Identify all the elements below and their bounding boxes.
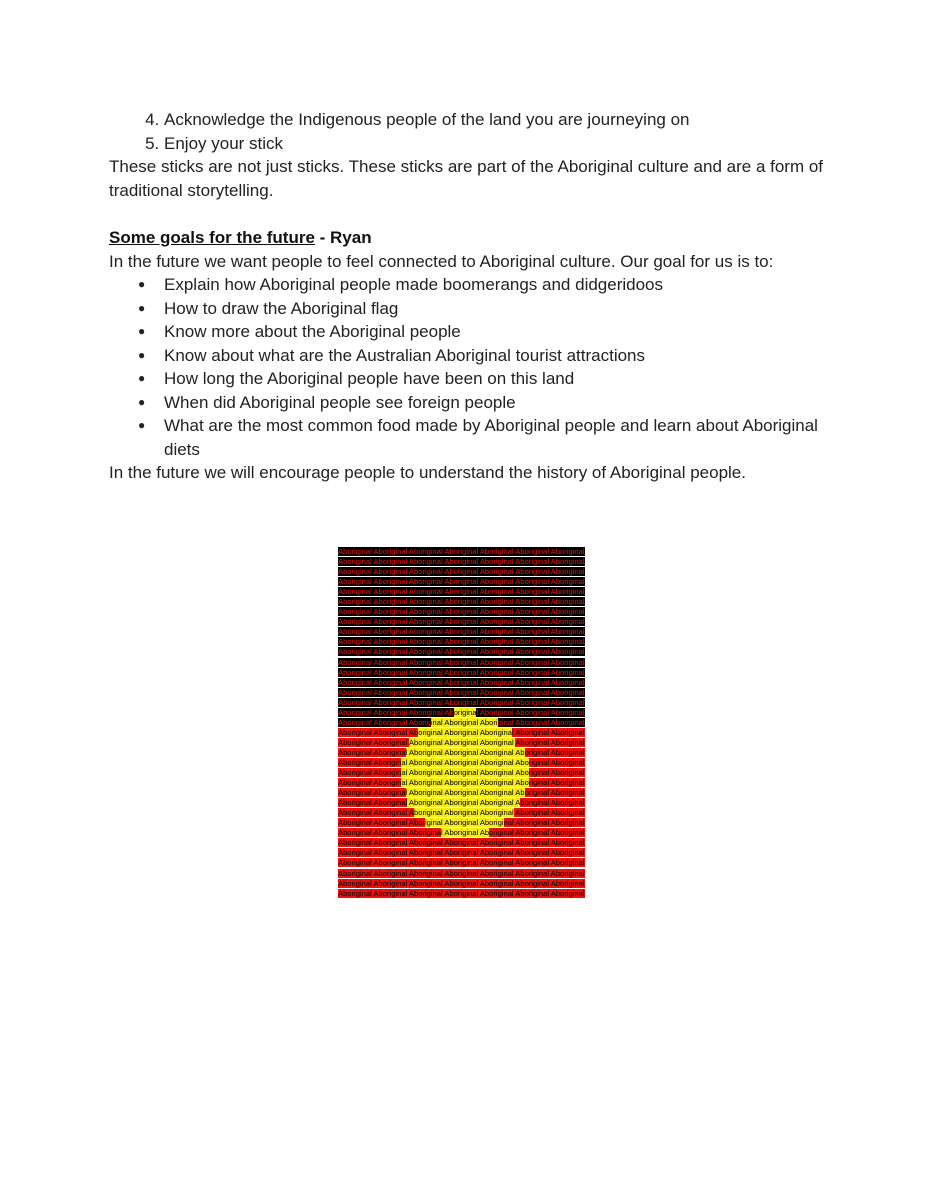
- flag-row: [338, 728, 588, 738]
- flag-segment: l Aboriginal Aboriginal: [511, 727, 585, 737]
- flag-row: [338, 557, 588, 567]
- flag-segment: Aboriginal Aboriginal Aboriginal Aboriginal Aboriginal Aboriginal Aboriginal: [338, 577, 585, 587]
- goal-item: ● Know about what are the Australian Aboriginal tourist attractions: [164, 344, 829, 368]
- flag-row: [338, 879, 588, 889]
- flag-segment: Aboriginal Aboriginal: [513, 808, 585, 818]
- flag-row: [338, 647, 588, 657]
- goal-item: ● Explain how Aboriginal people made boomerangs and didgeridoos: [164, 273, 829, 297]
- flag-segment: Aboriginal Aboriginal Aborigina: [338, 828, 442, 838]
- flag-segment: iginal Aboriginal Aborigi: [424, 818, 504, 828]
- flag-segment: origina: [453, 707, 477, 717]
- flag-row: [338, 587, 588, 597]
- goal-item: ● What are the most common food made by Aboriginal people and learn about Aboriginal diets: [164, 414, 829, 461]
- flag-segment: al Aboriginal Aboriginal Aboriginal Abo: [401, 778, 529, 788]
- flag-segment: Aboriginal Aboriginal Aboriginal Aboriginal Aboriginal Aboriginal Aboriginal: [338, 697, 585, 707]
- flag-segment: Aboriginal Aboriginal Aboriginal Aboriginal Aboriginal Aboriginal Aboriginal: [338, 848, 585, 858]
- flag-segment: Aboriginal Aboriginal Aboriginal A: [407, 798, 521, 808]
- flag-segment: original Aboriginal: [524, 788, 585, 798]
- flag-segment: Aboriginal Aboriginal Aboriginal Aboriginal Aboriginal Aboriginal Aboriginal: [338, 587, 585, 597]
- flag-row: [338, 718, 588, 728]
- flag-row: [338, 758, 588, 768]
- flag-segment: Aboriginal Aboriginal Aboriginal: [408, 737, 516, 747]
- flag-segment: riginal Aboriginal: [528, 778, 585, 788]
- flag-segment: l Aboriginal Aboriginal Aboriginal Ab: [405, 747, 525, 757]
- flag-row: [338, 848, 588, 858]
- flag-segment: Aboriginal Aboriginal Ab: [338, 727, 419, 737]
- flag-row: [338, 838, 588, 848]
- flag-segment: Aboriginal Aboriginal Aboriginal Aboriginal Aboriginal Aboriginal Aboriginal: [338, 637, 585, 647]
- flag-segment: l Aboriginal Ab: [441, 828, 490, 838]
- steps-list: [109, 108, 829, 155]
- flag-row: [338, 788, 588, 798]
- section-author: Ryan: [330, 228, 372, 247]
- flag-segment: Aboriginal Aboriginal Aboriginal Aboriginal Aboriginal Aboriginal Aboriginal: [338, 878, 585, 888]
- flag-segment: Aboriginal Aboriginal Aboriginal Aboriginal Aboriginal Aboriginal Aboriginal: [338, 858, 585, 868]
- flag-segment: original Aboriginal: [524, 747, 585, 757]
- goals-list: [109, 273, 829, 461]
- flag-segment: Aboriginal Aboriginal Aboriginal Aboriginal Aboriginal Aboriginal Aboriginal: [338, 617, 585, 627]
- flag-row: [338, 577, 588, 587]
- flag-row: [338, 637, 588, 647]
- flag-row: [338, 617, 588, 627]
- document-body: [109, 108, 829, 485]
- flag-segment: Aboriginal Aboriginal Aboriginal Aboriginal Aboriginal Aboriginal Aboriginal: [338, 838, 585, 848]
- section-title: Some goals for the future: [109, 228, 315, 247]
- flag-row: [338, 547, 588, 557]
- flag-segment: ginal Aboriginal Aboriginal: [497, 717, 585, 727]
- flag-segment: boriginal Aboriginal Aboriginal: [414, 808, 514, 818]
- goal-item: ● How to draw the Aboriginal flag: [164, 297, 829, 321]
- flag-segment: Aboriginal Aboriginal Aborig: [338, 717, 431, 727]
- flag-segment: riginal Aboriginal: [528, 768, 585, 778]
- flag-segment: l Aboriginal Aboriginal Aboriginal: [476, 707, 585, 717]
- flag-segment: Aboriginal Aboriginal: [338, 737, 409, 747]
- flag-row: [338, 708, 588, 718]
- flag-row: [338, 869, 588, 879]
- flag-segment: boriginal Aboriginal: [520, 798, 585, 808]
- flag-row: [338, 889, 588, 899]
- flag-row: [338, 607, 588, 617]
- flag-row: [338, 597, 588, 607]
- flag-segment: Aboriginal Aboriginal Aboriginal Aboriginal Aboriginal Aboriginal Aboriginal: [338, 868, 585, 878]
- flag-segment: Aboriginal Aboriginal Aboriginal Aboriginal Aboriginal Aboriginal Aboriginal: [338, 657, 585, 667]
- goal-item: ● How long the Aboriginal people have been on this land: [164, 367, 829, 391]
- flag-row: [338, 738, 588, 748]
- step-item: 4. Acknowledge the Indigenous people of the land you are journeying on: [164, 108, 829, 132]
- intro-paragraph: These sticks are not just sticks. These sticks are part of the Aboriginal culture and are a form of traditional storytelling.: [109, 157, 824, 200]
- flag-segment: Aboriginal Aboriginal Aboriginal Aboriginal Aboriginal Aboriginal Aboriginal: [338, 557, 585, 567]
- flag-segment: Aboriginal Aborigin: [338, 768, 402, 778]
- step-item: 5. Enjoy your stick: [164, 132, 829, 156]
- flag-row: [338, 698, 588, 708]
- section-heading: [109, 226, 829, 250]
- flag-row: [338, 668, 588, 678]
- flag-row: [338, 567, 588, 577]
- flag-segment: Aboriginal Aborigina: [338, 747, 406, 757]
- author-separator: -: [314, 228, 331, 247]
- goal-item: ● Know more about the Aboriginal people: [164, 320, 829, 344]
- flag-row: [338, 818, 588, 828]
- flag-segment: Aboriginal Aboriginal Aboriginal Aboriginal Aboriginal Aboriginal Aboriginal: [338, 687, 585, 697]
- section-lead: In the future we want people to feel connected to Aboriginal culture. Our goal for us is to:: [109, 251, 774, 271]
- flag-segment: Aboriginal Aborigina: [338, 788, 406, 798]
- flag-segment: Aboriginal Aboriginal Aboriginal Aboriginal Aboriginal Aboriginal Aboriginal: [338, 547, 585, 556]
- flag-row: [338, 658, 588, 668]
- flag-segment: inal Aboriginal Abori: [430, 717, 498, 727]
- goal-item: ● When did Aboriginal people see foreign people: [164, 391, 829, 415]
- flag-row: [338, 858, 588, 868]
- flag-row: [338, 768, 588, 778]
- flag-segment: Aboriginal Aboriginal Aboriginal Aboriginal Aboriginal Aboriginal Aboriginal: [338, 627, 585, 637]
- flag-segment: riginal Aboriginal: [528, 757, 585, 767]
- flag-segment: original Aboriginal Aboriginal: [489, 828, 585, 838]
- flag-row: [338, 627, 588, 637]
- flag-segment: Aboriginal Aboriginal A: [338, 808, 414, 818]
- flag-row: [338, 828, 588, 838]
- section-closing: In the future we will encourage people to understand the history of Aboriginal people.: [109, 463, 746, 482]
- flag-segment: Aboriginal Aborigin: [338, 757, 402, 767]
- flag-row: [338, 678, 588, 688]
- flag-segment: al Aboriginal Aboriginal Aboriginal Abo: [401, 768, 529, 778]
- flag-segment: Aboriginal Aboriginal Aboriginal Aboriginal Aboriginal Aboriginal Aboriginal: [338, 667, 585, 677]
- flag-segment: Aboriginal Aboriginal Aboriginal Ab: [338, 707, 454, 717]
- flag-row: [338, 808, 588, 818]
- flag-segment: Aboriginal Aboriginal: [338, 798, 408, 808]
- flag-segment: l Aboriginal Aboriginal Aboriginal Ab: [405, 788, 525, 798]
- flag-segment: Aboriginal Aboriginal: [515, 737, 585, 747]
- flag-segment: Aboriginal Aboriginal Aboriginal Aboriginal Aboriginal Aboriginal Aboriginal: [338, 597, 585, 607]
- flag-segment: original Aboriginal Aborigina: [418, 727, 512, 737]
- flag-row: [338, 798, 588, 808]
- flag-segment: nal Aboriginal Aboriginal: [503, 818, 585, 828]
- flag-segment: Aboriginal Aboriginal Aboriginal Aboriginal Aboriginal Aboriginal Aboriginal: [338, 567, 585, 577]
- flag-segment: Aboriginal Aboriginal Aboriginal Aboriginal Aboriginal Aboriginal Aboriginal: [338, 888, 585, 898]
- flag-segment: al Aboriginal Aboriginal Aboriginal Abo: [401, 757, 529, 767]
- flag-segment: Aboriginal Aboriginal Aboriginal Aboriginal Aboriginal Aboriginal Aboriginal: [338, 647, 585, 657]
- aboriginal-flag-word-art: [338, 547, 588, 899]
- flag-segment: Aboriginal Aboriginal Abor: [338, 818, 425, 828]
- flag-segment: Aboriginal Aborigin: [338, 778, 402, 788]
- flag-segment: Aboriginal Aboriginal Aboriginal Aboriginal Aboriginal Aboriginal Aboriginal: [338, 677, 585, 687]
- flag-row: [338, 688, 588, 698]
- flag-segment: Aboriginal Aboriginal Aboriginal Aboriginal Aboriginal Aboriginal Aboriginal: [338, 607, 585, 617]
- flag-row: [338, 748, 588, 758]
- flag-row: [338, 778, 588, 788]
